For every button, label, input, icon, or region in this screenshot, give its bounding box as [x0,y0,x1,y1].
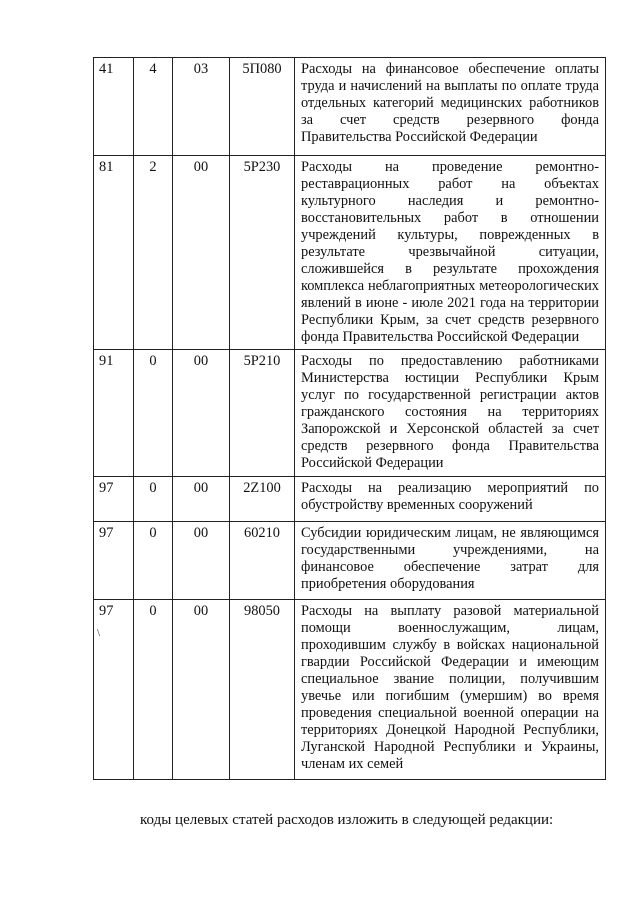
table-row [94,522,606,600]
scan-mark: \ [97,627,101,639]
code-part-1: 91 [94,350,134,477]
code-part-4: 5Р230 [230,156,295,350]
table-row [94,350,606,477]
code-part-4: 5П080 [230,58,295,156]
code-part-4: 98050 [230,600,295,780]
code-part-1: 97 [94,600,134,780]
code-part-4: 2Z100 [230,477,295,522]
expense-description: Расходы на проведение ремонтно-реставрационных работ на объектах культурного наследия и ремонтно-восстановительных работ в отношении учреждений культуры, поврежденных в результате чрезвычайной ситуации, сложившейся в результате прохождения комплекса неблагоприятных метеорологических явлений в июне - июле 2021 года на территории Республики Крым, за счет средств резервного фонда Правительства Российской Федерации [295,156,606,350]
code-part-2: 0 [134,477,173,522]
expense-description: Субсидии юридическим лицам, не являющимся государственными учреждениями, на финансовое обеспечение затрат для приобретения оборудования [295,522,606,600]
code-part-1: 97 [94,522,134,600]
table-row [94,58,606,156]
code-part-4: 5Р210 [230,350,295,477]
code-part-1: 97 [94,477,134,522]
closing-paragraph: коды целевых статей расходов изложить в следующей редакции: [140,812,554,828]
table-row [94,477,606,522]
code-part-2: 0 [134,522,173,600]
code-part-4: 60210 [230,522,295,600]
expense-description: Расходы на реализацию мероприятий по обустройству временных сооружений [295,477,606,522]
code-part-1: 81 [94,156,134,350]
expense-description: Расходы на финансовое обеспечение оплаты труда и начислений на выплаты по оплате труда отдельных категорий медицинских работников за счет средств резервного фонда Правительства Российской Федерации [295,58,606,156]
code-part-3: 00 [173,477,230,522]
code-part-3: 00 [173,600,230,780]
code-part-2: 0 [134,350,173,477]
table-row [94,600,606,780]
target-codes-table [93,57,606,780]
expense-description: Расходы по предоставлению работниками Министерства юстиции Республики Крым услуг по государственной регистрации актов гражданского состояния на территориях Запорожской и Херсонской областей за счет средств резервного фонда Правительства Российской Федерации [295,350,606,477]
code-part-3: 00 [173,156,230,350]
code-part-3: 00 [173,522,230,600]
code-part-1: 41 [94,58,134,156]
code-part-3: 00 [173,350,230,477]
table-row [94,156,606,350]
code-part-2: 4 [134,58,173,156]
expense-description: Расходы на выплату разовой материальной помощи военнослужащим, лицам, проходившим службу в войсках национальной гвардии Российской Федерации и имеющим специальное звание полиции, получившим увечье или погибшим (умершим) во время проведения специальной военной операции на территориях Донецкой Народной Республики, Луганской Народной Республики и Украины, членам их семей [295,600,606,780]
code-part-2: 0 [134,600,173,780]
code-part-2: 2 [134,156,173,350]
code-part-3: 03 [173,58,230,156]
